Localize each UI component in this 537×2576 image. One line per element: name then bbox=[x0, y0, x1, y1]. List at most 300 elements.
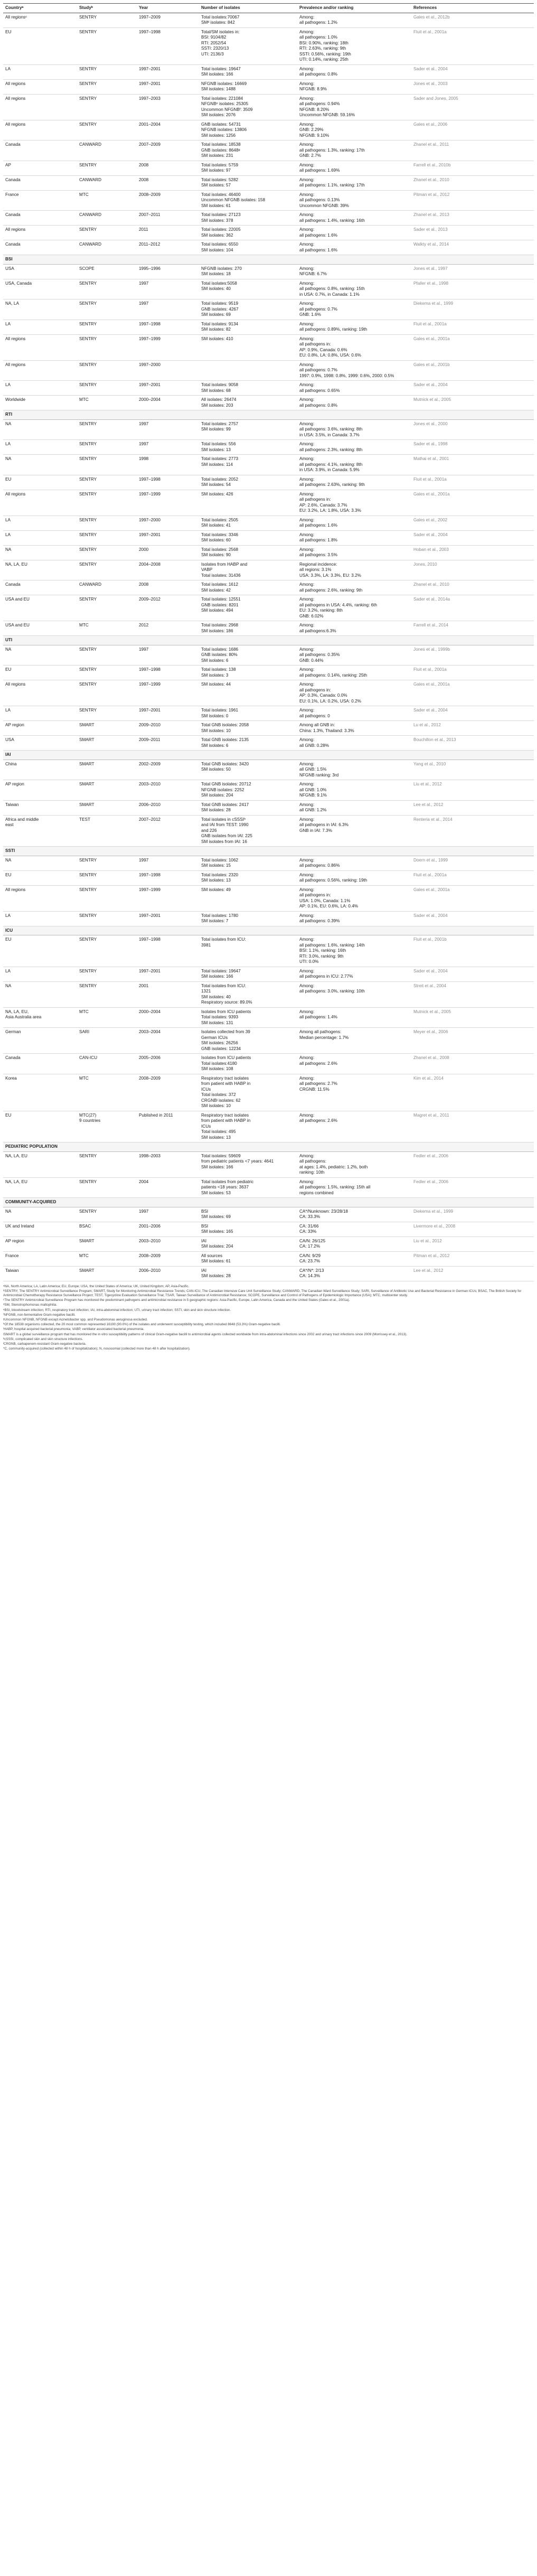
cell-line: SENTRY bbox=[79, 968, 97, 973]
country-cell bbox=[3, 800, 77, 815]
prevalence-cell bbox=[297, 530, 411, 545]
isolates-cell bbox=[199, 645, 297, 666]
cell-line[interactable]: Fluit et al., 2001a bbox=[413, 872, 447, 877]
cell-line: SM isolates: 53 bbox=[201, 1190, 231, 1195]
year-cell bbox=[137, 595, 199, 621]
cell-line[interactable]: Lee et al., 2012 bbox=[413, 802, 444, 807]
cell-line[interactable]: Fluit et al., 2001b bbox=[413, 937, 447, 942]
cell-line: Among: bbox=[299, 162, 315, 167]
cell-line: Among: bbox=[299, 301, 315, 306]
table-row bbox=[3, 856, 534, 870]
year-cell bbox=[137, 1222, 199, 1237]
cell-line[interactable]: Pitman et al., 2012 bbox=[413, 1253, 450, 1258]
cell-line[interactable]: Doern et al., 1999 bbox=[413, 857, 448, 863]
cell-line: SENTRY bbox=[79, 708, 97, 713]
study-cell bbox=[77, 800, 137, 815]
cell-line[interactable]: Lu et al., 2012 bbox=[413, 723, 441, 727]
cell-line[interactable]: Zhanel et al., 2013 bbox=[413, 212, 449, 217]
country-cell bbox=[3, 981, 77, 1007]
cell-line: All regions bbox=[5, 682, 26, 687]
cell-line: Total isolates: 1961 bbox=[201, 708, 239, 713]
cell-line[interactable]: Renteria et al., 2014 bbox=[413, 817, 453, 822]
cell-line: SM isolates: 13 bbox=[201, 1135, 231, 1140]
cell-line[interactable]: Sader et al., 2004 bbox=[413, 66, 448, 71]
cell-line: all pathogens in USA: 4.4%, ranking: 6th bbox=[299, 602, 378, 607]
country-cell bbox=[3, 490, 77, 516]
cell-line: Total isolates: 19647 bbox=[201, 66, 241, 71]
cell-line: SM isolates: 108 bbox=[201, 1066, 233, 1071]
cell-line: 2006–2010 bbox=[139, 802, 161, 807]
cell-line[interactable]: Sader et al., 2004 bbox=[413, 532, 448, 537]
isolates-cell bbox=[199, 595, 297, 621]
isolates-cell bbox=[199, 530, 297, 545]
cell-line: SENTRY bbox=[79, 913, 97, 918]
year-cell bbox=[137, 800, 199, 815]
table-row bbox=[3, 595, 534, 621]
cell-line: SM isolates: 165 bbox=[201, 1229, 233, 1234]
cell-line: all pathogens: 0.7% bbox=[299, 368, 337, 372]
study-cell bbox=[77, 1007, 137, 1028]
isolates-cell bbox=[199, 475, 297, 490]
cell-line[interactable]: Mathai et al., 2001 bbox=[413, 456, 449, 461]
cell-line: UTI: 2136/3 bbox=[201, 51, 224, 57]
cell-line: and 226 bbox=[201, 828, 217, 833]
country-cell bbox=[3, 1177, 77, 1198]
prevalence-cell bbox=[297, 721, 411, 736]
reference-cell bbox=[411, 440, 534, 455]
cell-line[interactable]: Zhanel et al., 2008 bbox=[413, 1055, 449, 1060]
reference-cell bbox=[411, 706, 534, 721]
cell-line: GNB isolates: 4267 bbox=[201, 306, 239, 312]
cell-line: SENTRY bbox=[79, 491, 97, 497]
cell-line[interactable]: Fluit et al., 2001a bbox=[413, 476, 447, 482]
cell-line[interactable]: Sader et al., 2004 bbox=[413, 913, 448, 918]
year-cell bbox=[137, 680, 199, 706]
footnote: ᵉBSI, bloodstream infection; RTI, respiratory tract infection; IAI, intra-abdominal infection; UTI, urinary tract infection; SSTI, skin and skin structure infection. bbox=[3, 1308, 231, 1312]
cell-line: Total isolates from pediatric bbox=[201, 1179, 254, 1184]
study-cell bbox=[77, 226, 137, 240]
section-header bbox=[3, 410, 534, 420]
isolates-cell bbox=[199, 760, 297, 780]
country-cell bbox=[3, 870, 77, 885]
table-row bbox=[3, 175, 534, 190]
cell-line: Total GNB isolates: 2417 bbox=[201, 802, 249, 807]
cell-line: all pathogens: 0 bbox=[299, 713, 330, 718]
study-cell bbox=[77, 94, 137, 120]
isolates-cell bbox=[199, 13, 297, 27]
cell-line[interactable]: Fluit et al., 2001a bbox=[413, 29, 447, 34]
cell-line: SENTRY bbox=[79, 682, 97, 687]
cell-line: SM isolates: 18 bbox=[201, 271, 231, 276]
country-cell bbox=[3, 736, 77, 751]
cell-line: NA bbox=[5, 1209, 12, 1214]
cell-line: MTC bbox=[79, 623, 89, 627]
cell-line[interactable]: Pitman et al., 2012 bbox=[413, 192, 450, 197]
cell-line[interactable]: Sader and Jones, 2005 bbox=[413, 96, 458, 101]
table-row bbox=[3, 299, 534, 320]
reference-cell bbox=[411, 1237, 534, 1251]
cell-line: SM isolates: 114 bbox=[201, 462, 233, 467]
prevalence-cell bbox=[297, 981, 411, 1007]
study-cell bbox=[77, 299, 137, 320]
cell-line: Total/SM isolates in: bbox=[201, 29, 240, 34]
cell-line[interactable]: Farrell et al., 2014 bbox=[413, 623, 448, 627]
cell-line: 2003–2010 bbox=[139, 782, 161, 786]
cell-line: SENTRY bbox=[79, 301, 97, 306]
cell-line[interactable]: Diekema et al., 1999 bbox=[413, 301, 454, 306]
cell-line: 9 countries bbox=[79, 1118, 101, 1123]
cell-line: IAI bbox=[201, 1238, 207, 1243]
reference-cell bbox=[411, 1222, 534, 1237]
footnote: ᵏcSSSI, complicated skin and skin structure infections. bbox=[3, 1337, 83, 1341]
cell-line: Among: bbox=[299, 476, 315, 482]
prevalence-cell bbox=[297, 1237, 411, 1251]
cell-line: BSI: 1.1%, ranking: 16th bbox=[299, 948, 346, 953]
cell-line[interactable]: Sader et al., 2004 bbox=[413, 708, 448, 713]
cell-line: 1997–1999 bbox=[139, 682, 161, 687]
isolates-cell bbox=[199, 94, 297, 120]
cell-line: SMART bbox=[79, 1268, 95, 1273]
cell-line: 1997–2003 bbox=[139, 96, 161, 101]
study-cell bbox=[77, 1074, 137, 1111]
cell-line: Among: bbox=[299, 421, 315, 426]
isolates-cell bbox=[199, 680, 297, 706]
footnote: ʰOf the 18538 organisms collected, the 20 most common represented 16190 (90.0%) of the isolates and underwent susceptibility testing, which included 8648 (53.3%) Gram-negative bacilli. bbox=[3, 1323, 281, 1327]
footnote: ⁱHABP, hospital acquired bacterial pneumonia; VABP, ventilator associated bacterial pneumonia. bbox=[3, 1327, 145, 1332]
country-cell bbox=[3, 1237, 77, 1251]
cell-line[interactable]: Fluit et al., 2001a bbox=[413, 321, 447, 326]
isolates-cell bbox=[199, 870, 297, 885]
year-cell bbox=[137, 279, 199, 299]
reference-cell bbox=[411, 240, 534, 255]
study-cell bbox=[77, 440, 137, 455]
country-cell bbox=[3, 1007, 77, 1028]
year-cell bbox=[137, 79, 199, 94]
cell-line: LA bbox=[5, 517, 11, 522]
country-cell bbox=[3, 935, 77, 967]
cell-line: Among: bbox=[299, 872, 315, 877]
cell-line[interactable]: Gales et al., 2001a bbox=[413, 682, 450, 687]
study-cell bbox=[77, 455, 137, 475]
year-cell bbox=[137, 1054, 199, 1074]
cell-line[interactable]: Mutnick et al., 2005 bbox=[413, 397, 451, 402]
study-cell bbox=[77, 1151, 137, 1177]
study-cell bbox=[77, 911, 137, 926]
cell-line: 3981 bbox=[201, 942, 211, 948]
year-cell bbox=[137, 13, 199, 27]
table-row bbox=[3, 161, 534, 175]
cell-line: CANWARD bbox=[79, 212, 101, 217]
cell-line: Total GNB isolates: 3420 bbox=[201, 761, 249, 766]
study-cell bbox=[77, 1207, 137, 1222]
reference-cell bbox=[411, 1177, 534, 1198]
cell-line[interactable]: Jones, 2010 bbox=[413, 561, 437, 567]
cell-line: SM isolates: 69 bbox=[201, 1214, 231, 1219]
cell-line[interactable]: Magret et al., 2011 bbox=[413, 1112, 449, 1118]
reference-cell bbox=[411, 721, 534, 736]
cell-line[interactable]: Yang et al., 2010 bbox=[413, 761, 446, 766]
country-cell bbox=[3, 545, 77, 560]
cell-line: SM isolates: 131 bbox=[201, 1020, 233, 1025]
cell-line: Canada bbox=[5, 212, 21, 217]
cell-line[interactable]: Sader et al., 2004 bbox=[413, 382, 448, 387]
cell-line[interactable]: Hoban et al., 2003 bbox=[413, 547, 449, 552]
study-cell bbox=[77, 161, 137, 175]
cell-line[interactable]: Gales et al., 2001a bbox=[413, 336, 450, 341]
reference-cell bbox=[411, 800, 534, 815]
study-cell bbox=[77, 419, 137, 440]
cell-line: all pathogens: 1.3%, ranking: 17th bbox=[299, 147, 365, 153]
cell-line[interactable]: Gales et al., 2012b bbox=[413, 14, 450, 20]
cell-line[interactable]: Pfaller et al., 1998 bbox=[413, 280, 448, 286]
cell-line: SENTRY bbox=[79, 81, 97, 86]
country-cell bbox=[3, 381, 77, 396]
cell-line: Total isolates: 495 bbox=[201, 1129, 236, 1134]
reference-cell bbox=[411, 1151, 534, 1177]
year-cell bbox=[137, 381, 199, 396]
table-row bbox=[3, 885, 534, 911]
table-row bbox=[3, 870, 534, 885]
table-row bbox=[3, 666, 534, 680]
cell-line[interactable]: Sader et al., 2013 bbox=[413, 227, 448, 232]
cell-line: Isolates from ICU patients bbox=[201, 1009, 251, 1014]
cell-line: 1997 bbox=[139, 647, 149, 652]
country-cell bbox=[3, 1028, 77, 1054]
cell-line: Total isolates from ICU: bbox=[201, 937, 246, 942]
cell-line: CA: 33% bbox=[299, 1229, 317, 1234]
year-cell bbox=[137, 780, 199, 801]
cell-line: all pathogens: bbox=[299, 1159, 326, 1164]
country-cell bbox=[3, 140, 77, 161]
cell-line[interactable]: Zhanel et al., 2011 bbox=[413, 142, 449, 147]
cell-line: SM isolates: 97 bbox=[201, 168, 231, 173]
cell-line: LA bbox=[5, 968, 11, 973]
year-cell bbox=[137, 981, 199, 1007]
cell-line[interactable]: Sader et al., 2014a bbox=[413, 597, 450, 602]
cell-line: SENTRY bbox=[79, 66, 97, 71]
study-cell bbox=[77, 706, 137, 721]
cell-line[interactable]: Gales et al., 2002 bbox=[413, 517, 448, 522]
cell-line: SM isolates: 166 bbox=[201, 974, 233, 979]
study-cell bbox=[77, 680, 137, 706]
isolates-cell bbox=[199, 490, 297, 516]
cell-line: 2006–2010 bbox=[139, 1268, 161, 1273]
cell-line[interactable]: Sader et al., 1998 bbox=[413, 442, 448, 446]
study-cell bbox=[77, 1222, 137, 1237]
cell-line: EU bbox=[5, 476, 12, 482]
cell-line: LA bbox=[5, 708, 11, 713]
cell-line: 1997–2001 bbox=[139, 66, 161, 71]
cell-line[interactable]: Meyer et al., 2006 bbox=[413, 1029, 448, 1034]
cell-line: Among all GNB in: bbox=[299, 723, 335, 727]
cell-line: Among: bbox=[299, 802, 315, 807]
cell-line: all pathogens: 4.1%, ranking: 8th bbox=[299, 462, 363, 467]
cell-line: Respiratory source: 89.0% bbox=[201, 1000, 252, 1005]
prevalence-cell bbox=[297, 419, 411, 440]
cell-line[interactable]: Livermore et al., 2008 bbox=[413, 1223, 456, 1229]
cell-line: Among: bbox=[299, 1055, 315, 1060]
cell-line: CA: 17.2% bbox=[299, 1244, 321, 1249]
cell-line[interactable]: Lee et al., 2012 bbox=[413, 1268, 444, 1273]
cell-line: Among: bbox=[299, 29, 315, 34]
prevalence-cell bbox=[297, 1177, 411, 1198]
year-cell bbox=[137, 1074, 199, 1111]
section-header bbox=[3, 255, 534, 265]
prevalence-cell bbox=[297, 621, 411, 636]
cell-line[interactable]: Zhanel et al., 2010 bbox=[413, 582, 449, 587]
cell-line: 2008–2009 bbox=[139, 192, 161, 197]
cell-line: in USA: 0.7%, in Canada: 1.1% bbox=[299, 292, 360, 297]
prevalence-cell bbox=[297, 226, 411, 240]
cell-line: Total isolates: 138 bbox=[201, 667, 236, 672]
cell-line: Among: bbox=[299, 647, 315, 652]
cell-line[interactable]: Bouchillon et al., 2013 bbox=[413, 737, 456, 742]
reference-cell bbox=[411, 870, 534, 885]
study-cell bbox=[77, 1266, 137, 1281]
cell-line[interactable]: Gales et al., 2001a bbox=[413, 491, 450, 497]
cell-line[interactable]: Liu et al., 2012 bbox=[413, 782, 442, 786]
reference-cell bbox=[411, 264, 534, 279]
cell-line: RTI: 2052/54 bbox=[201, 40, 227, 45]
cell-line: MTC bbox=[79, 1009, 89, 1014]
cell-line[interactable]: Streit et al., 2004 bbox=[413, 983, 446, 988]
prevalence-cell bbox=[297, 299, 411, 320]
cell-line: SM isolates: 378 bbox=[201, 218, 233, 223]
cell-line: NA bbox=[5, 983, 12, 988]
cell-line: from pediatric patients <7 years: 4641 bbox=[201, 1159, 274, 1164]
cell-line: 1997–1998 bbox=[139, 476, 161, 482]
isolates-cell bbox=[199, 935, 297, 967]
study-cell bbox=[77, 1177, 137, 1198]
cell-line: SM isolates: 494 bbox=[201, 608, 233, 613]
study-cell bbox=[77, 580, 137, 595]
cell-line: SSTI: 2320/13 bbox=[201, 46, 229, 51]
cell-line: Among: bbox=[299, 1179, 315, 1184]
cell-line[interactable]: Sader et al., 2004 bbox=[413, 968, 448, 973]
cell-line[interactable]: Fedler et al., 2006 bbox=[413, 1179, 448, 1184]
reference-cell bbox=[411, 475, 534, 490]
cell-line: SENTRY bbox=[79, 321, 97, 326]
cell-line: Total isolates: 6550 bbox=[201, 242, 239, 247]
reference-cell bbox=[411, 885, 534, 911]
cell-line: Total isolates: 1062 bbox=[201, 857, 239, 863]
cell-line: 2007–2011 bbox=[139, 212, 161, 217]
cell-line: SM isolates: 203 bbox=[201, 402, 233, 408]
cell-line: GNB isolates: 12234 bbox=[201, 1046, 241, 1051]
year-cell bbox=[137, 490, 199, 516]
cell-line: 1997–1999 bbox=[139, 887, 161, 892]
study-cell bbox=[77, 1111, 137, 1142]
study-cell bbox=[77, 490, 137, 516]
prevalence-cell bbox=[297, 64, 411, 79]
cell-line: SM isolates: 60 bbox=[201, 538, 231, 542]
study-cell bbox=[77, 1054, 137, 1074]
cell-line: UTI: 0.0% bbox=[299, 959, 319, 964]
prevalence-cell bbox=[297, 885, 411, 911]
cell-line: Total isolates: 12551 bbox=[201, 597, 241, 602]
year-cell bbox=[137, 175, 199, 190]
cell-line: 1997–1998 bbox=[139, 937, 161, 942]
study-cell bbox=[77, 396, 137, 410]
prevalence-cell bbox=[297, 264, 411, 279]
isolates-cell bbox=[199, 175, 297, 190]
cell-line[interactable]: Farrell et al., 2010b bbox=[413, 162, 451, 167]
cell-line: 2003–2010 bbox=[139, 1238, 161, 1243]
cell-line[interactable]: Walkty et al., 2014 bbox=[413, 242, 449, 247]
cell-line: Among: bbox=[299, 547, 315, 552]
cell-line[interactable]: Diekema et al., 1999 bbox=[413, 1209, 454, 1214]
table-row bbox=[3, 320, 534, 334]
study-cell bbox=[77, 1251, 137, 1266]
country-cell bbox=[3, 885, 77, 911]
cell-line[interactable]: Gales et al., 2001b bbox=[413, 362, 450, 367]
cell-line: SM isolates: 69 bbox=[201, 312, 231, 317]
cell-line: SM isolates: 1488 bbox=[201, 87, 236, 91]
cell-line: All isolates: 26474 bbox=[201, 397, 237, 402]
cell-line: Total isolates: 2773 bbox=[201, 456, 239, 461]
cell-line: UTI: 0.14%, ranking: 25th bbox=[299, 57, 348, 62]
isolates-cell bbox=[199, 815, 297, 847]
country-cell bbox=[3, 680, 77, 706]
cell-line: All regions bbox=[5, 887, 26, 892]
cell-line: regions combined bbox=[299, 1190, 334, 1195]
cell-line: EU: 0.1%, LA: 0.2%, USA: 0.2% bbox=[299, 698, 361, 704]
cell-line: 1997–1998 bbox=[139, 667, 161, 672]
cell-line: Among: bbox=[299, 887, 315, 892]
cell-line[interactable]: Jones et al., 2000 bbox=[413, 421, 448, 426]
cell-line: GNB isolates from IAI: 225 bbox=[201, 833, 252, 838]
cell-line[interactable]: Fluit et al., 2001a bbox=[413, 667, 447, 672]
cell-line: GNB isolates: 8648ᵍ bbox=[201, 147, 240, 153]
cell-line: Uncommon NFGNB isolates: 158 bbox=[201, 198, 266, 202]
prevalence-cell bbox=[297, 760, 411, 780]
country-cell bbox=[3, 1111, 77, 1142]
cell-line: Isolates from ICU patients bbox=[201, 1055, 251, 1060]
cell-line[interactable]: Gales et al., 2001a bbox=[413, 887, 450, 892]
cell-line: Among: bbox=[299, 532, 315, 537]
cell-line: all pathogens: 2.6%, ranking: 9th bbox=[299, 587, 363, 593]
cell-line[interactable]: Kim et al., 2014 bbox=[413, 1075, 444, 1081]
cell-line[interactable]: Jones et al., 1999b bbox=[413, 647, 450, 652]
cell-line: SM isolates: 68 bbox=[201, 388, 231, 393]
cell-line: all GNB: 0.28% bbox=[299, 743, 329, 748]
year-cell bbox=[137, 190, 199, 211]
cell-line[interactable]: Jones et al., 1997 bbox=[413, 266, 448, 271]
cell-line[interactable]: Jones et al., 2003 bbox=[413, 81, 448, 86]
prevalence-cell bbox=[297, 967, 411, 981]
cell-line[interactable]: Mutnick et al., 2005 bbox=[413, 1009, 451, 1014]
cell-line: Isolates from HABP and bbox=[201, 561, 248, 567]
cell-line: 1997 bbox=[139, 442, 149, 446]
cell-line[interactable]: Gales et al., 2006 bbox=[413, 121, 448, 127]
reference-cell bbox=[411, 79, 534, 94]
year-cell bbox=[137, 1251, 199, 1266]
cell-line: NFGNB ranking: 3rd bbox=[299, 772, 339, 778]
cell-line: 2008 bbox=[139, 177, 149, 182]
cell-line: 1997–2001 bbox=[139, 81, 161, 86]
cell-line: Total isolates: 9519 bbox=[201, 301, 239, 306]
study-cell bbox=[77, 981, 137, 1007]
cell-line[interactable]: Fedler et al., 2006 bbox=[413, 1153, 448, 1158]
cell-line: 2000 bbox=[139, 547, 149, 552]
cell-line[interactable]: Liu et al., 2012 bbox=[413, 1238, 442, 1243]
cell-line: Among: bbox=[299, 597, 315, 602]
cell-line: Total isolates: 221084 bbox=[201, 96, 243, 101]
table-body bbox=[3, 13, 534, 1281]
cell-line[interactable]: Zhanel et al., 2010 bbox=[413, 177, 449, 182]
cell-line: all GNB: 1.0% bbox=[299, 787, 327, 792]
cell-line: Total isolates: 9393 bbox=[201, 1015, 239, 1019]
